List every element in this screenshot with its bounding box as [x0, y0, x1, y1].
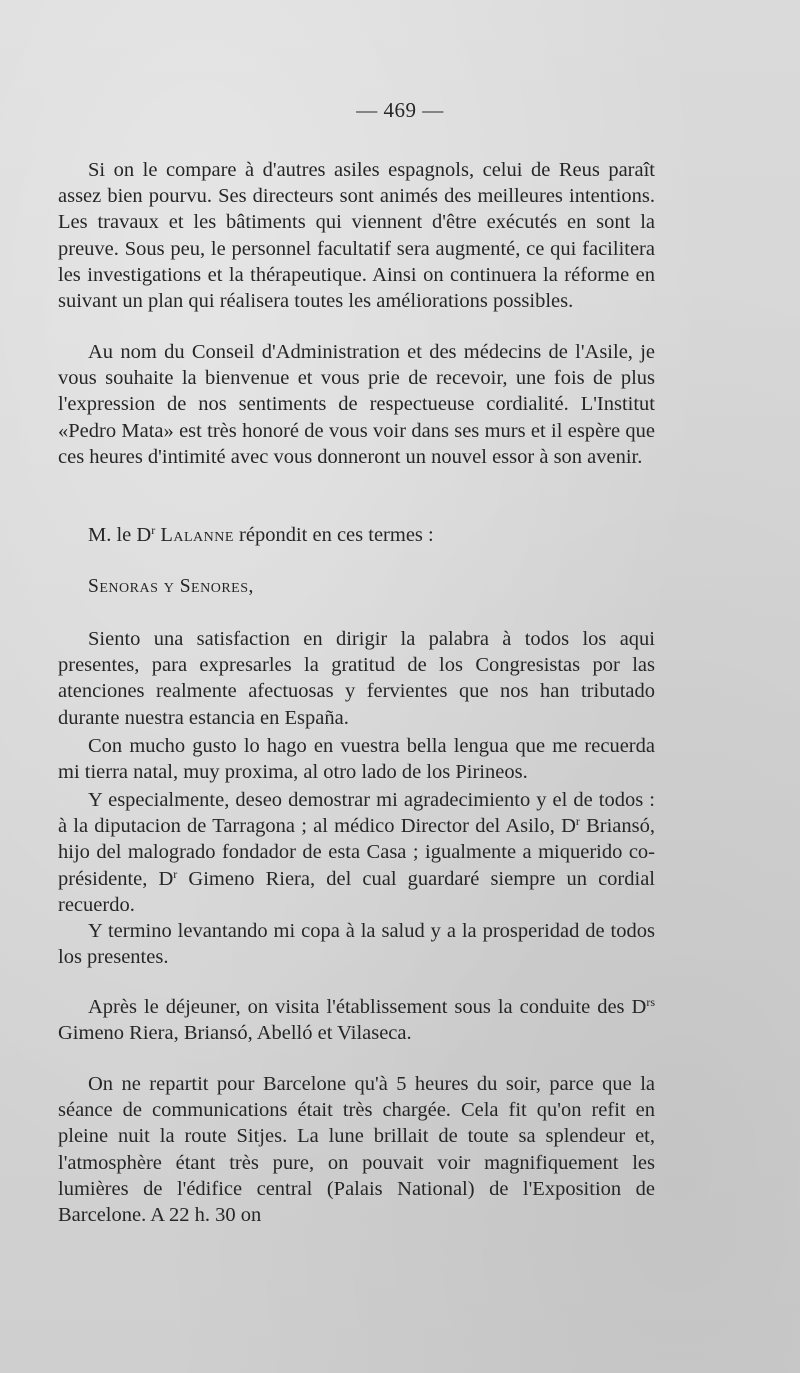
paragraph-thanks [58, 787, 655, 918]
thanks-text-c: Gimeno Riera, del cual guardaré siempre un cordial recuerdo. [58, 867, 656, 916]
paragraph-welcome: Au nom du Conseil d'Administration et des médecins de l'Asile, je vous souhaite la bienvenue et vous prie de recevoir, une fois de plus l'expression de nos sentiments de respectueuse cordialité. L'Institut «Pedro Mata» est très honoré de vous voir dans ses murs et il espère que ces heures d'intimité avec vous donneront un nouvel essor à son avenir. [58, 341, 655, 468]
paragraph-lalanne-response [58, 522, 655, 548]
paragraph-visit [58, 994, 655, 1046]
speaker-name: Lalanne [160, 524, 234, 546]
intro-text-end: répondit en ces termes : [233, 524, 434, 546]
paragraph-toast: Y termino levantando mi copa à la salud y a la prosperidad de todos los presentes. [58, 920, 655, 969]
visit-text-a: Après le déjeuner, on visita l'établissement sous la conduite des D [88, 996, 647, 1018]
superscript: r [151, 523, 156, 537]
paragraph-language: Con mucho gusto lo hago en vuestra bella lengua que me recuerda mi tierra natal, muy proxima, al otro lado de los Pirineos. [58, 735, 655, 784]
superscript: rs [646, 995, 655, 1009]
intro-text: M. le D [88, 524, 152, 546]
thanks-text-b: Briansó, hijo del malogrado fondador de esta Casa ; igualmente a miquerido co-présidente, D [58, 815, 655, 890]
superscript: r [575, 814, 580, 829]
thanks-text-a: Y especialmente, deseo demostrar mi agradecimiento y el de todos : à la diputacion de Tarragona ; al médico Director del Asilo, D [58, 789, 655, 838]
paragraph-return: On ne repartit pour Barcelone qu'à 5 heures du soir, parce que la séance de communications était très chargée. Cela fit qu'on refit en pleine nuit la route Sitjes. La lune brillait de toute sa splendeur et, l'atmosphère étant très pure, on pouvait voir magnifiquement les lumières de l'édifice central (Palais National) de l'Exposition de Barcelone. A 22 h. 30 on [58, 1073, 655, 1227]
paragraph-reus-asylum: Si on le compare à d'autres asiles espagnols, celui de Reus paraît assez bien pourvu. Ses directeurs sont animés des meilleures intentions. Les travaux et les bâtiments qui viennent d'être exécutés en sont la preuve. Sous peu, le personnel facultatif sera augmenté, ce qui facilitera les investigations et la thérapeutique. Ainsi on continuera la réforme en suivant un plan qui réalisera toutes les améliorations possibles. [58, 159, 655, 313]
visit-text-b: Gimeno Riera, Briansó, Abelló et Vilaseca. [58, 1022, 412, 1045]
superscript: r [173, 866, 178, 881]
paragraph-gratitude: Siento una satisfaction en dirigir la palabra à todos los aqui presentes, para expresarles la gratitud de los Congresistas por las atenciones realmente afectuosas y fervientes que nos han tributado durante nuestra estancia en España. [58, 628, 655, 729]
salutation: Senoras y Senores, [88, 576, 254, 597]
page-number: — 469 — [356, 98, 444, 122]
